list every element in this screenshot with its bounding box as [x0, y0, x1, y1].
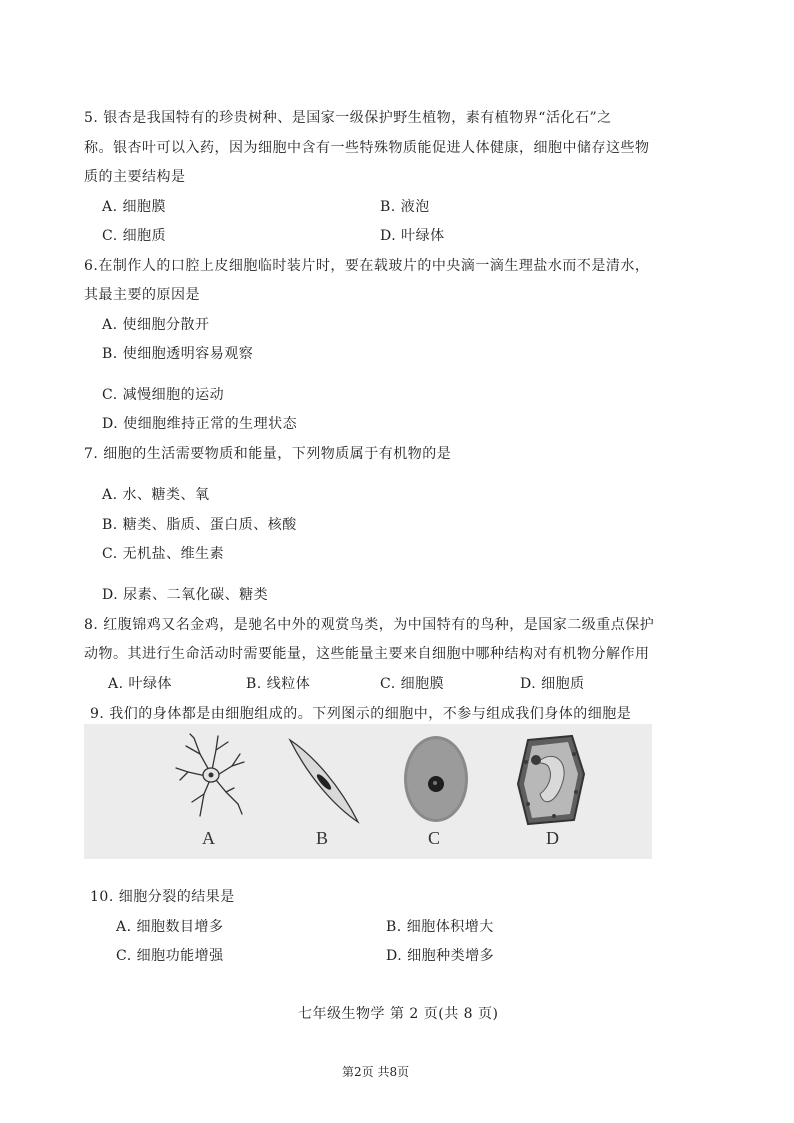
- q8-stem-line2: 动物。其进行生命活动时需要能量，这些能量主要来自细胞中哪种结构对有机物分解作用: [84, 646, 650, 662]
- q5-option-c: C. 细胞质: [102, 228, 167, 244]
- q7-option-a: A. 水、糖类、氧: [102, 487, 210, 503]
- figure-label-b: B: [316, 828, 329, 848]
- muscle-cell-illustration: [284, 736, 364, 826]
- q5-option-d: D. 叶绿体: [380, 228, 445, 244]
- q10-stem-line1: 10. 细胞分裂的结果是: [90, 889, 235, 905]
- q7-option-b: B. 糖类、脂质、蛋白质、核酸: [102, 517, 297, 533]
- plant-cell-illustration: [514, 732, 588, 828]
- q8-option-c: C. 细胞膜: [380, 676, 445, 692]
- figure-label-d: D: [546, 828, 559, 848]
- q7-stem-line1: 7. 细胞的生活需要物质和能量，下列物质属于有机物的是: [84, 446, 452, 462]
- round-cell-illustration: [402, 734, 470, 824]
- q9-stem-line1: 9. 我们的身体都是由细胞组成的。下列图示的细胞中，不参与组成我们身体的细胞是: [90, 706, 632, 722]
- exam-footer: 七年级生物学 第 2 页(共 8 页): [298, 1006, 499, 1022]
- q6-option-c: C. 减慢细胞的运动: [102, 387, 225, 403]
- neuron-cell-illustration: [172, 732, 250, 820]
- q6-option-b: B. 使细胞透明容易观察: [102, 346, 254, 362]
- q10-option-d: D. 细胞种类增多: [386, 948, 495, 964]
- page-number: 第2页 共8页: [342, 1065, 410, 1079]
- q5-stem-line1: 5. 银杏是我国特有的珍贵树种、是国家一级保护野生植物，素有植物界“活化石”之: [84, 110, 612, 126]
- q6-stem-line2: 其最主要的原因是: [84, 287, 200, 303]
- q8-option-b: B. 线粒体: [246, 676, 311, 692]
- q5-option-a: A. 细胞膜: [102, 199, 167, 215]
- q7-option-c: C. 无机盐、维生素: [102, 546, 225, 562]
- q8-stem-line1: 8. 红腹锦鸡又名金鸡，是驰名中外的观赏鸟类，为中国特有的鸟种，是国家二级重点保护: [84, 617, 655, 633]
- q8-option-d: D. 细胞质: [520, 676, 585, 692]
- q10-option-c: C. 细胞功能增强: [116, 948, 224, 964]
- cells-figure: [84, 724, 652, 859]
- figure-label-a: A: [202, 828, 215, 848]
- q5-option-b: B. 液泡: [380, 199, 430, 215]
- q10-option-a: A. 细胞数目增多: [116, 919, 224, 935]
- q5-stem-line3: 质的主要结构是: [84, 169, 186, 185]
- figure-label-c: C: [428, 828, 441, 848]
- q5-stem-line2: 称。银杏叶可以入药，因为细胞中含有一些特殊物质能促进人体健康，细胞中储存这些物: [84, 140, 650, 156]
- q6-option-a: A. 使细胞分散开: [102, 317, 210, 333]
- q7-option-d: D. 尿素、二氧化碳、糖类: [102, 587, 269, 603]
- q6-stem-line1: 6.在制作人的口腔上皮细胞临时装片时，要在载玻片的中央滴一滴生理盐水而不是清水，: [84, 258, 650, 274]
- q6-option-d: D. 使细胞维持正常的生理状态: [102, 416, 298, 432]
- q10-option-b: B. 细胞体积增大: [386, 919, 494, 935]
- q8-option-a: A. 叶绿体: [108, 676, 173, 692]
